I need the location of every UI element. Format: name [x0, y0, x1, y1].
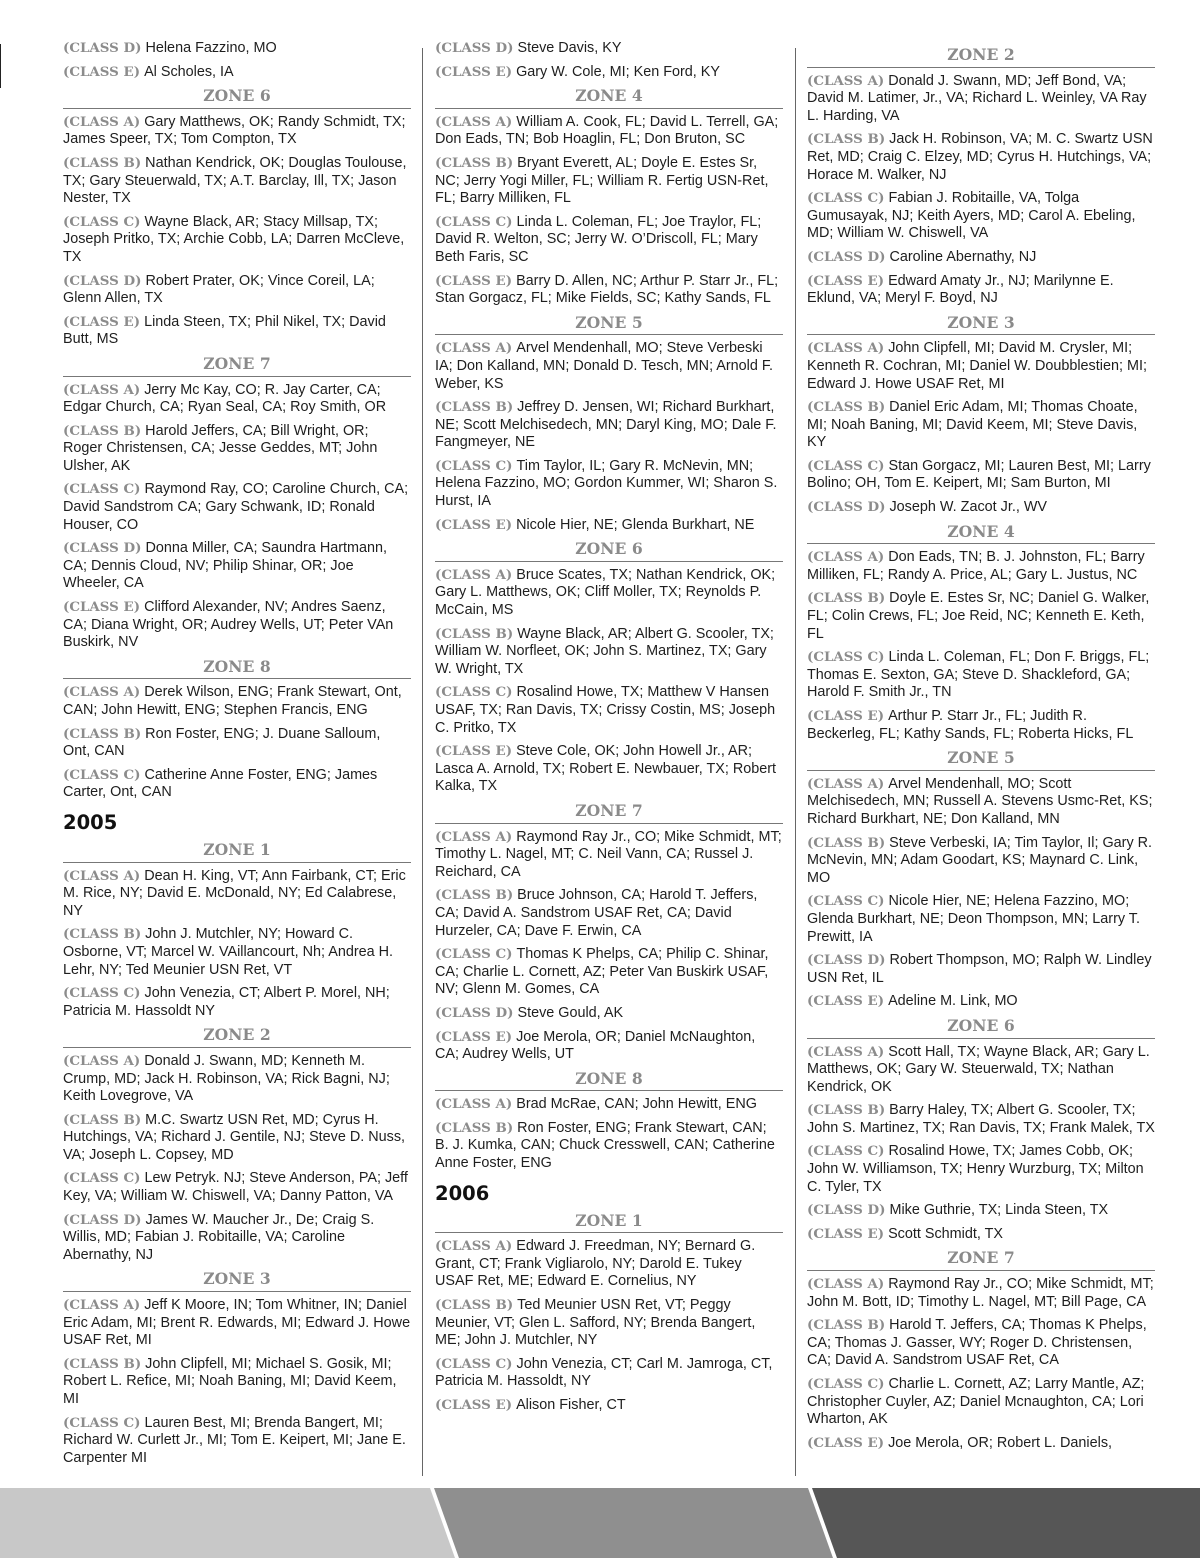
class-entry [435, 1005, 783, 1023]
class-entry [807, 458, 1155, 493]
class-entry [807, 590, 1155, 643]
winner-names: John Clipfell, MI; Michael S. Gosik, MI; Robert L. Refice, MI; Noah Baning, MI; David Keem, MI [63, 1355, 397, 1407]
zone-heading: ZONE 1 [435, 1212, 783, 1234]
class-entry [435, 1029, 783, 1064]
footer-band-dark [812, 1488, 1200, 1558]
winner-names: Brad McRae, CAN; John Hewitt, ENG [516, 1096, 757, 1113]
class-entry [435, 114, 783, 149]
class-label: (CLASS A) [807, 549, 885, 566]
class-entry [63, 1112, 411, 1165]
class-entry [63, 481, 411, 534]
year-heading: 2006 [435, 1181, 490, 1205]
class-label: (CLASS A) [807, 72, 885, 89]
footer-band-mid [434, 1488, 833, 1558]
winner-names: Stan Gorgacz, MI; Lauren Best, MI; Larry Bolino; OH, Tom E. Keipert, MI; Sam Burton, MI [807, 457, 1151, 492]
winner-names: John J. Mutchler, NY; Howard C. Osborne, VT; Marcel W. VAillancourt, Nh; Andrea H. Lehr, NY; Ted Meunier USN Ret, VT [63, 926, 394, 978]
winner-names: Doyle E. Estes Sr, NC; Daniel G. Walker, FL; Colin Crews, FL; Joe Reid, NC; Kenneth E. Keth, FL [807, 590, 1150, 642]
class-entry [807, 1143, 1155, 1196]
class-label: (CLASS B) [63, 422, 142, 439]
class-entry [807, 190, 1155, 243]
class-entry [807, 1044, 1155, 1097]
class-entry [435, 214, 783, 267]
class-label: (CLASS A) [807, 775, 885, 792]
class-label: (CLASS B) [435, 1119, 514, 1136]
class-entry [63, 1297, 411, 1350]
winner-names: Edward Amaty Jr., NJ; Marilynne E. Eklund, VA; Meryl F. Boyd, NJ [807, 272, 1114, 307]
class-label: (CLASS A) [435, 340, 513, 357]
class-label: (CLASS E) [435, 1028, 513, 1045]
class-label: (CLASS A) [807, 340, 885, 357]
class-entry [435, 1297, 783, 1350]
class-entry [435, 1120, 783, 1173]
class-entry [63, 926, 411, 979]
class-entry [435, 40, 783, 58]
class-entry [435, 340, 783, 393]
winner-names: Jerry Mc Kay, CO; R. Jay Carter, CA; Edgar Church, CA; Ryan Seal, CA; Roy Smith, OR [63, 381, 387, 416]
winner-names: Linda L. Coleman, FL; Don F. Briggs, FL; Thomas E. Sexton, GA; Steve D. Shackleford, GA; Harold F. Smith Jr., TN [807, 649, 1150, 701]
class-label: (CLASS C) [435, 213, 513, 230]
class-entry [63, 599, 411, 652]
winner-names: Scott Hall, TX; Wayne Black, AR; Gary L. Matthews, OK; Gary W. Steuerwald, TX; Nathan Kendrick, OK [807, 1043, 1150, 1095]
class-entry [807, 893, 1155, 946]
winner-names: Donna Miller, CA; Saundra Hartmann, CA; Dennis Cloud, NV; Philip Shinar, OR; Joe Wheeler, CA [63, 540, 388, 592]
class-entry [63, 1212, 411, 1265]
winner-names: Raymond Ray Jr., CO; Mike Schmidt, MT; John M. Bott, ID; Timothy L. Nagel, MT; Bill Page, CA [807, 1276, 1154, 1310]
class-label: (CLASS A) [63, 684, 141, 701]
zone-heading: ZONE 6 [807, 1017, 1155, 1039]
footer-band-light [0, 1488, 455, 1558]
winner-names: Mike Guthrie, TX; Linda Steen, TX [889, 1202, 1109, 1219]
class-entry [63, 423, 411, 476]
class-entry [435, 273, 783, 308]
column-divider [422, 48, 423, 1476]
class-label: (CLASS A) [435, 1238, 513, 1255]
class-label: (CLASS C) [63, 481, 141, 498]
class-entry [807, 1202, 1155, 1220]
winner-names: Bruce Johnson, CA; Harold T. Jeffers, CA; David A. Sandstrom USAF Ret, CA; David Hurzeler, CA; Dave F. Erwin, CA [435, 887, 758, 939]
winner-names: Dean H. King, VT; Ann Fairbank, CT; Eric M. Rice, NY; David E. McDonald, NY; Ed Calabrese, NY [63, 867, 406, 919]
winner-names: Jeffrey D. Jensen, WI; Richard Burkhart, NE; Scott Melchisedech, MN; Daryl King, MO; Dale F. Fangmeyer, NE [435, 399, 777, 451]
class-entry [435, 517, 783, 535]
class-label: (CLASS C) [435, 457, 513, 474]
zone-heading: ZONE 6 [435, 540, 783, 562]
class-entry [807, 1226, 1155, 1244]
class-label: (CLASS D) [807, 1202, 886, 1219]
year-heading: 2005 [63, 810, 118, 834]
class-label: (CLASS C) [807, 457, 885, 474]
winner-names: Thomas K Phelps, CA; Philip C. Shinar, CA; Charlie L. Cornett, AZ; Peter Van Buskirk USAF, NV; Glenn M. Gomes, CA [435, 946, 769, 998]
class-label: (CLASS B) [63, 154, 142, 171]
winner-names: Gary Matthews, OK; Randy Schmidt, TX; James Speer, TX; Tom Compton, TX [63, 113, 406, 148]
winner-names: Wayne Black, AR; Stacy Millsap, TX; Joseph Pritko, TX; Archie Cobb, LA; Darren McCleve, TX [63, 213, 405, 265]
class-label: (CLASS A) [435, 1096, 513, 1113]
class-label: (CLASS A) [435, 828, 513, 845]
class-entry [807, 1276, 1155, 1311]
class-entry [435, 458, 783, 511]
zone-heading: ZONE 7 [63, 355, 411, 377]
winner-names: Scott Schmidt, TX [888, 1225, 1003, 1242]
class-entry [435, 743, 783, 796]
winner-names: Steve Verbeski, IA; Tim Taylor, Il; Gary R. McNevin, MN; Adam Goodart, KS; Maynard C. Link, MO [807, 834, 1153, 886]
class-label: (CLASS E) [807, 993, 885, 1010]
class-label: (CLASS C) [63, 1414, 141, 1431]
zone-heading: ZONE 2 [807, 46, 1155, 68]
class-entry [63, 314, 411, 349]
class-label: (CLASS C) [63, 985, 141, 1002]
zone-heading: ZONE 8 [435, 1070, 783, 1092]
class-label: (CLASS A) [807, 1276, 885, 1293]
class-label: (CLASS C) [807, 649, 885, 666]
winner-names: M.C. Swartz USN Ret, MD; Cyrus H. Hutchings, VA; Richard J. Gentile, NJ; Steve D. Nuss, VA; Joseph L. Copsey, MD [63, 1111, 406, 1163]
class-entry [63, 1053, 411, 1106]
winner-names: Lew Petryk. NJ; Steve Anderson, PA; Jeff Key, VA; William W. Chiswell, VA; Danny Patton, VA [63, 1170, 408, 1205]
winner-names: Nicole Hier, NE; Helena Fazzino, MO; Glenda Burkhart, NE; Deon Thompson, MN; Larry T. Prewitt, IA [807, 893, 1140, 945]
winner-names: Linda L. Coleman, FL; Joe Traylor, FL; David R. Welton, SC; Jerry W. O’Driscoll, FL; Mary Beth Faris, SC [435, 213, 762, 265]
zone-heading: ZONE 6 [63, 87, 411, 109]
winner-names: Ron Foster, ENG; Frank Stewart, CAN; B. J. Kumka, CAN; Chuck Cresswell, CAN; Catherine Anne Foster, ENG [435, 1119, 775, 1172]
class-label: (CLASS C) [435, 946, 513, 963]
winner-names: Steve Gould, AK [517, 1004, 624, 1021]
class-label: (CLASS E) [63, 313, 141, 330]
class-label: (CLASS B) [63, 1355, 142, 1372]
zone-heading: ZONE 7 [807, 1249, 1155, 1271]
class-label: (CLASS B) [435, 1297, 514, 1314]
class-entry [807, 249, 1155, 267]
class-label: (CLASS E) [435, 63, 513, 80]
class-label: (CLASS E) [63, 63, 141, 80]
class-entry [435, 887, 783, 940]
class-label: (CLASS B) [807, 131, 886, 148]
zone-heading: ZONE 5 [435, 314, 783, 336]
class-label: (CLASS B) [807, 590, 886, 607]
class-label: (CLASS D) [807, 499, 886, 516]
winner-names: Donald J. Swann, MD; Kenneth M. Crump, MD; Jack H. Robinson, VA; Rick Bagni, NJ; Keith Lovegrove, VA [63, 1052, 390, 1105]
class-entry [63, 1415, 411, 1468]
winner-names: Raymond Ray Jr., CO; Mike Schmidt, MT; Timothy L. Nagel, MT; C. Neil Vann, CA; Russel J. Reichard, CA [435, 828, 782, 880]
class-entry [435, 946, 783, 999]
winner-names: Donald J. Swann, MD; Jeff Bond, VA; David M. Latimer, Jr., VA; Richard L. Weinley, VA Ray L. Harding, VA [807, 72, 1147, 124]
winner-names: John Venezia, CT; Carl M. Jamroga, CT, Patricia M. Hassoldt, NY [435, 1355, 773, 1390]
winner-names: Edward J. Freedman, NY; Bernard G. Grant, CT; Frank Vigliarolo, NY; Darold E. Tukey USAF Ret, ME; Edward E. Cornelius, NY [435, 1238, 756, 1290]
zone-heading: ZONE 7 [435, 802, 783, 824]
class-entry [807, 835, 1155, 888]
winner-names: Linda Steen, TX; Phil Nikel, TX; David Butt, MS [63, 313, 386, 348]
winner-names: Tim Taylor, IL; Gary R. McNevin, MN; Helena Fazzino, MO; Gordon Kummer, WI; Sharon S. Hurst, IA [435, 457, 778, 510]
class-label: (CLASS C) [63, 766, 141, 783]
winner-names: Jeff K Moore, IN; Tom Whitner, IN; Daniel Eric Adam, MI; Brent R. Edwards, MI; Edward J. Howe USAF Ret, MI [63, 1297, 411, 1349]
class-label: (CLASS A) [63, 1297, 141, 1314]
zone-heading: ZONE 4 [435, 87, 783, 109]
class-entry [807, 273, 1155, 308]
class-label: (CLASS D) [435, 1004, 514, 1021]
zone-heading: ZONE 8 [63, 658, 411, 680]
zone-heading: ZONE 4 [807, 523, 1155, 545]
winner-names: Joe Merola, OR; Daniel McNaughton, CA; Audrey Wells, UT [435, 1028, 756, 1063]
class-label: (CLASS D) [63, 40, 142, 56]
winner-names: Harold Jeffers, CA; Bill Wright, OR; Roger Christensen, CA; Jesse Geddes, MT; John Ulsher, AK [63, 422, 378, 474]
class-entry [63, 155, 411, 208]
winner-names: John Clipfell, MI; David M. Crysler, MI; Kenneth R. Cochran, MI; Daniel W. Doubblestien; MI; Edward J. Howe USAF Ret, MI [807, 340, 1147, 392]
zone-heading: ZONE 5 [807, 749, 1155, 771]
class-entry [807, 549, 1155, 584]
class-label: (CLASS B) [435, 399, 514, 416]
page-edge-mark [0, 44, 1, 88]
class-label: (CLASS C) [63, 213, 141, 230]
winner-names: Fabian J. Robitaille, VA, Tolga Gumusayak, NJ; Keith Ayers, MD; Carol A. Ebeling, MD; William W. Chiswell, VA [807, 190, 1136, 242]
class-entry [63, 1356, 411, 1409]
class-entry [807, 708, 1155, 743]
class-entry [435, 155, 783, 208]
class-label: (CLASS E) [807, 1225, 885, 1242]
winner-names: Barry Haley, TX; Albert G. Scooler, TX; John S. Martinez, TX; Ran Davis, TX; Frank Malek, TX [807, 1102, 1155, 1136]
winner-names: Gary W. Cole, MI; Ken Ford, KY [516, 63, 720, 80]
class-entry [63, 40, 411, 58]
class-label: (CLASS A) [807, 1043, 885, 1060]
zone-heading: ZONE 3 [807, 314, 1155, 336]
winner-names: Helena Fazzino, MO [145, 40, 277, 56]
class-label: (CLASS D) [807, 248, 886, 265]
class-label: (CLASS B) [63, 725, 142, 742]
winner-names: William A. Cook, FL; David L. Terrell, GA; Don Eads, TN; Bob Hoaglin, FL; Don Bruton, SC [435, 113, 779, 148]
winner-names: Barry D. Allen, NC; Arthur P. Starr Jr., FL; Stan Gorgacz, FL; Mike Fields, SC; Kathy Sands, FL [435, 272, 779, 307]
winner-names: Arvel Mendenhall, MO; Steve Verbeski IA; Don Kalland, MN; Donald D. Tesch, MN; Arnold F. Weber, KS [435, 340, 774, 392]
winner-names: Catherine Anne Foster, ENG; James Carter, Ont, CAN [63, 766, 378, 801]
class-entry [807, 73, 1155, 126]
winner-names: Nicole Hier, NE; Glenda Burkhart, NE [516, 516, 755, 533]
class-entry [435, 1397, 783, 1415]
class-label: (CLASS E) [435, 743, 513, 760]
class-entry [435, 684, 783, 737]
winner-names: James W. Maucher Jr., De; Craig S. Willis, MD; Fabian J. Robitaille, VA; Caroline Abernathy, NJ [63, 1211, 375, 1263]
class-label: (CLASS A) [63, 113, 141, 130]
winner-names: Ron Foster, ENG; J. Duane Salloum, Ont, CAN [63, 725, 381, 760]
class-label: (CLASS B) [807, 399, 886, 416]
column-left [63, 40, 411, 1473]
class-entry [435, 626, 783, 679]
winner-names: Al Scholes, IA [144, 63, 234, 80]
class-entry [435, 1356, 783, 1391]
class-label: (CLASS E) [435, 272, 513, 289]
class-label: (CLASS B) [807, 1317, 886, 1334]
class-label: (CLASS D) [807, 952, 886, 969]
winner-names: Steve Cole, OK; John Howell Jr., AR; Lasca A. Arnold, TX; Robert E. Newbauer, TX; Robert Kalka, TX [435, 743, 777, 795]
winner-names: Derek Wilson, ENG; Frank Stewart, Ont, CAN; John Hewitt, ENG; Stephen Francis, ENG [63, 684, 402, 718]
class-label: (CLASS A) [63, 1052, 141, 1069]
winner-names: Joe Merola, OR; Robert L. Daniels, [888, 1434, 1113, 1451]
class-entry [435, 829, 783, 882]
class-entry [807, 1435, 1155, 1453]
class-entry [435, 567, 783, 620]
zone-heading: ZONE 1 [63, 841, 411, 863]
class-label: (CLASS B) [807, 834, 886, 851]
class-label: (CLASS E) [807, 1434, 885, 1451]
class-label: (CLASS B) [435, 887, 514, 904]
column-middle [435, 40, 783, 1421]
class-label: (CLASS C) [807, 1143, 885, 1160]
winner-names: Arthur P. Starr Jr., FL; Judith R. Beckerleg, FL; Kathy Sands, FL; Roberta Hicks, FL [807, 708, 1134, 742]
winner-names: Jack H. Robinson, VA; M. C. Swartz USN Ret, MD; Craig C. Elzey, MD; Cyrus H. Hutchings, VA; Horace M. Walker, NJ [807, 131, 1153, 183]
class-entry [63, 985, 411, 1020]
class-label: (CLASS C) [435, 684, 513, 701]
class-entry [807, 1317, 1155, 1370]
class-label: (CLASS B) [63, 926, 142, 943]
class-label: (CLASS D) [63, 540, 142, 557]
winner-names: Clifford Alexander, NV; Andres Saenz, CA; Diana Wright, OR; Audrey Wells, UT; Peter VAn Buskirk, NV [63, 599, 394, 651]
winner-names: John Venezia, CT; Albert P. Morel, NH; Patricia M. Hassoldt NY [63, 985, 390, 1019]
class-entry [63, 114, 411, 149]
winner-names: Bryant Everett, AL; Doyle E. Estes Sr, NC; Jerry Yogi Miller, FL; William R. Fertig USN-Ret, FL; Barry Milliken, FL [435, 154, 769, 207]
class-entry [63, 767, 411, 802]
winner-names: Harold T. Jeffers, CA; Thomas K Phelps, CA; Thomas J. Gasser, WY; Roger D. Christensen, CA; David A. Sandstrom USAF Ret, CA [807, 1317, 1147, 1369]
class-entry [807, 952, 1155, 987]
class-label: (CLASS B) [63, 1111, 142, 1128]
column-right [807, 40, 1155, 1458]
winner-names: Robert Prater, OK; Vince Coreil, LA; Glenn Allen, TX [63, 272, 375, 307]
class-label: (CLASS E) [435, 516, 513, 533]
class-label: (CLASS A) [435, 113, 513, 130]
class-entry [807, 499, 1155, 517]
class-entry [435, 64, 783, 82]
zone-heading: ZONE 3 [63, 1270, 411, 1292]
winner-names: Bruce Scates, TX; Nathan Kendrick, OK; Gary L. Matthews, OK; Cliff Moller, TX; Reynolds P. McCain, MS [435, 566, 776, 619]
class-entry [807, 1376, 1155, 1429]
class-entry [63, 214, 411, 267]
class-entry [63, 868, 411, 921]
class-entry [63, 64, 411, 82]
winner-names: Lauren Best, MI; Brenda Bangert, MI; Richard W. Curlett Jr., MI; Tom E. Keipert, MI; Jane E. Carpenter MI [63, 1414, 406, 1466]
class-label: (CLASS A) [63, 381, 141, 398]
class-label: (CLASS D) [63, 272, 142, 289]
class-entry [63, 684, 411, 719]
class-label: (CLASS A) [435, 566, 513, 583]
class-label: (CLASS E) [435, 1397, 513, 1413]
class-label: (CLASS C) [435, 1355, 513, 1372]
winner-names: Raymond Ray, CO; Caroline Church, CA; David Sandstrom CA; Gary Schwank, ID; Ronald Houser, CO [63, 481, 409, 533]
class-label: (CLASS B) [435, 154, 514, 171]
class-label: (CLASS B) [807, 1102, 886, 1119]
class-entry [63, 540, 411, 593]
footer-band [0, 1488, 1200, 1558]
class-entry [63, 382, 411, 417]
column-divider [795, 48, 796, 1476]
class-label: (CLASS C) [807, 1376, 885, 1392]
class-entry [807, 776, 1155, 829]
class-entry [435, 1096, 783, 1114]
class-label: (CLASS C) [807, 893, 885, 910]
class-label: (CLASS D) [435, 40, 514, 56]
winner-names: Steve Davis, KY [517, 40, 622, 56]
winner-names: Ted Meunier USN Ret, VT; Peggy Meunier, VT; Glen L. Safford, NY; Brenda Bangert, ME; John J. Mutchler, NY [435, 1297, 756, 1349]
winner-names: Daniel Eric Adam, MI; Thomas Choate, MI; Noah Baning, MI; David Keem, MI; Steve Davis, KY [807, 399, 1138, 451]
class-label: (CLASS A) [63, 867, 141, 884]
class-entry [63, 726, 411, 761]
winner-names: Nathan Kendrick, OK; Douglas Toulouse, TX; Gary Steuerwald, TX; A.T. Barclay, Ill, TX; Jason Nester, TX [63, 154, 407, 207]
winner-names: Alison Fisher, CT [516, 1397, 626, 1413]
winner-names: Wayne Black, AR; Albert G. Scooler, TX; William W. Norfleet, OK; John S. Martinez, TX; Gary W. Wright, TX [435, 625, 774, 677]
winner-names: Joseph W. Zacot Jr., WV [889, 499, 1048, 516]
winner-names: Charlie L. Cornett, AZ; Larry Mantle, AZ; Christopher Cuyler, AZ; Daniel Mcnaughton, CA; Lori Wharton, AK [807, 1376, 1145, 1428]
winner-names: Arvel Mendenhall, MO; Scott Melchisedech, MN; Russell A. Stevens Usmc-Ret, KS; Richard Burkhart, NE; Don Kalland, MN [807, 775, 1153, 827]
zone-heading: ZONE 2 [63, 1026, 411, 1048]
class-entry [63, 1170, 411, 1205]
winner-names: Caroline Abernathy, NJ [889, 248, 1037, 265]
class-entry [807, 649, 1155, 702]
winner-names: Robert Thompson, MO; Ralph W. Lindley USN Ret, IL [807, 952, 1152, 986]
class-label: (CLASS E) [807, 272, 885, 289]
winner-names: Don Eads, TN; B. J. Johnston, FL; Barry Milliken, FL; Randy A. Price, AL; Gary L. Justus, NC [807, 549, 1145, 583]
winner-names: Adeline M. Link, MO [888, 993, 1018, 1010]
class-label: (CLASS E) [807, 708, 885, 724]
class-label: (CLASS B) [435, 625, 514, 642]
class-entry [807, 131, 1155, 184]
class-entry [807, 399, 1155, 452]
class-entry [807, 993, 1155, 1011]
class-entry [435, 399, 783, 452]
class-entry [807, 1102, 1155, 1137]
class-entry [807, 340, 1155, 393]
class-label: (CLASS E) [63, 599, 141, 616]
winner-names: Rosalind Howe, TX; James Cobb, OK; John W. Williamson, TX; Henry Wurzburg, TX; Milton C. Tyler, TX [807, 1143, 1144, 1195]
winner-names: Rosalind Howe, TX; Matthew V Hansen USAF, TX; Ran Davis, TX; Crissy Costin, MS; Joseph C. Pritko, TX [435, 684, 776, 736]
class-label: (CLASS D) [63, 1211, 142, 1228]
class-entry [63, 273, 411, 308]
class-entry [435, 1238, 783, 1291]
class-label: (CLASS C) [63, 1170, 141, 1187]
class-label: (CLASS C) [807, 190, 885, 207]
